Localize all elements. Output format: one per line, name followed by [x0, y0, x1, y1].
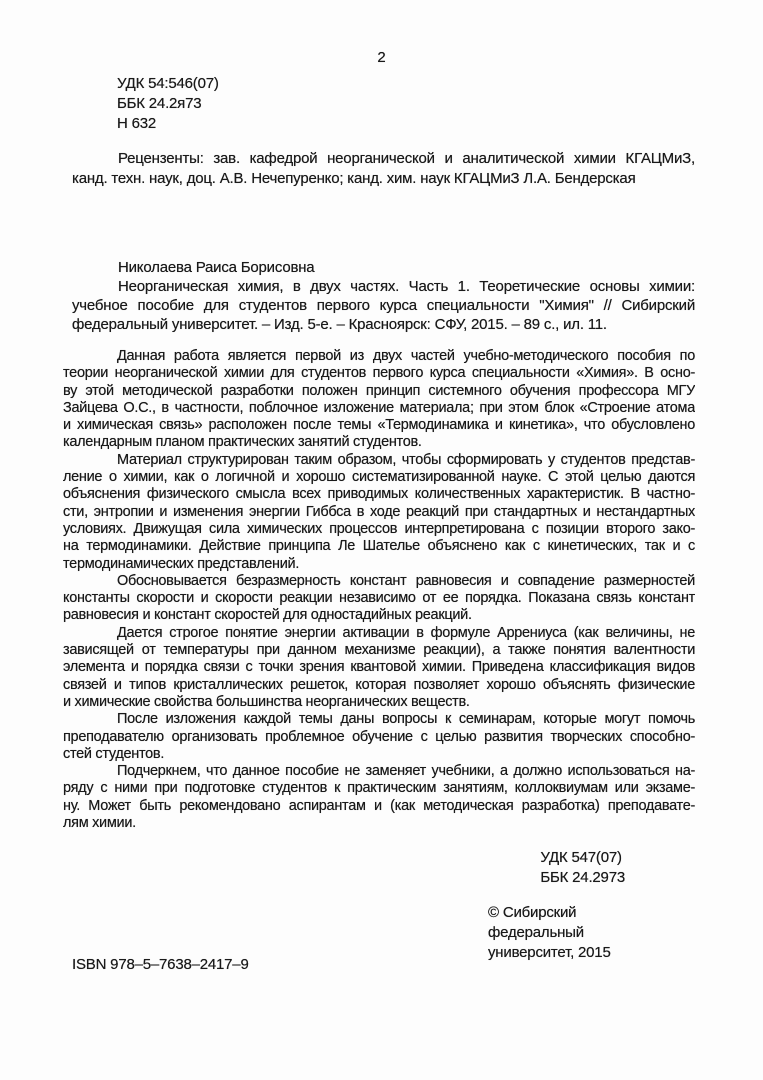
text-line: Обосновывается безразмерность констант равновесия и совпадение размерностей	[117, 572, 695, 589]
text-line: Зайцева О.С., в частности, поблочное изложение материала; при этом блок «Строение атома	[63, 399, 695, 416]
text-line: объяснения физического смысла всех приводимых количественных характеристик. В частно-	[63, 486, 695, 503]
text-line: связей и типов кристаллических решеток, которая позволяет хорошо объяснять физические	[63, 676, 695, 693]
text-line: и химическая связь» расположен после темы «Термодинамика и кинетика», что обусловлено	[63, 417, 695, 434]
text-line: равновесия и констант скоростей для одностадийных реакций.	[63, 607, 472, 624]
paragraph	[63, 625, 695, 711]
paragraph	[63, 711, 695, 763]
author-name: Николаева Раиса Борисовна	[118, 259, 315, 276]
udc-code: УДК 547(07)	[540, 849, 622, 866]
annotation	[63, 348, 695, 832]
text-line: константы скорости и скорости реакции независимо от ее порядка. Показана связь констант	[63, 590, 695, 607]
text-line: федеральный	[488, 924, 584, 941]
text-line: преподавателю организовать проблемное обучение с целью развития творческих способно-	[63, 728, 695, 745]
paragraph	[63, 573, 695, 625]
text-line: и химические свойства большинства неорганических веществ.	[63, 693, 470, 710]
text-line: ряду с ними при подготовке студентов к практическим занятиям, коллоквиумам или экзаме-	[63, 780, 695, 797]
text-line: термодинамических представлений.	[63, 555, 300, 572]
text-line: федеральный университет. – Изд. 5-е. – Красноярск: СФУ, 2015. – 89 с., ил. 11.	[72, 316, 607, 333]
text-line: Подчеркнем, что данное пособие не заменяет учебники, а должно использоваться на-	[117, 763, 695, 780]
text-line: условиях. Движущая сила химических процессов интерпретирована с позиции второго зако-	[63, 520, 695, 537]
udc-code: УДК 54:546(07)	[117, 75, 219, 92]
text-line: Неорганическая химия, в двух частях. Часть 1. Теоретические основы химии:	[118, 278, 695, 295]
text-line: ление о химии, как о логичной и хорошо систематизированной науке. С этой целью даются	[63, 469, 695, 486]
text-line: теории неорганической химии для студентов первого курса специальности «Химия». В осно-	[63, 365, 695, 382]
bbc-code: ББК 24.2я73	[117, 95, 202, 112]
classification-bottom	[540, 848, 625, 887]
paragraph	[63, 348, 695, 452]
text-line: лям химии.	[63, 815, 136, 832]
text-line: После изложения каждой темы даны вопросы к семинарам, которые могут помочь	[117, 711, 695, 728]
paragraph	[63, 452, 695, 573]
text-line: канд. техн. наук, доц. А.В. Нечепуренко; канд. хим. наук КГАЦМиЗ Л.А. Бендерская	[72, 170, 636, 187]
paragraph	[63, 763, 695, 832]
text-line: ву этой методической разработки положен принцип системного обучения профессора МГУ	[63, 382, 695, 399]
author-sign: Н 632	[117, 115, 157, 132]
isbn: ISBN 978–5–7638–2417–9	[72, 956, 249, 973]
text-line: Дается строгое понятие энергии активации в формуле Аррениуса (как величины, не	[117, 624, 695, 641]
text-line: стей студентов.	[63, 745, 165, 762]
text-line: Рецензенты: зав. кафедрой неорганической и аналитической химии КГАЦМиЗ,	[118, 150, 695, 167]
text-line: ну. Может быть рекомендовано аспирантам и (как методическая разработка) преподавате-	[63, 797, 695, 814]
page-number: 2	[377, 49, 386, 66]
reviewers-paragraph	[72, 149, 695, 189]
text-line: © Сибирский	[488, 904, 577, 921]
text-line: элемента и порядка связи с точки зрения квантовой химии. Приведена классификация видов	[63, 659, 695, 676]
text-line: Материал структурирован таким образом, чтобы сформировать у студентов представ-	[117, 451, 695, 468]
text-line: календарным планом практических занятий студентов.	[63, 434, 422, 451]
text-line: учебное пособие для студентов первого курса специальности "Химия" // Сибирский	[72, 297, 695, 314]
text-line: зависящей от температуры при данном механизме реакции), а также понятия валентности	[63, 642, 695, 659]
copyright-notice	[488, 903, 611, 963]
text-line: Данная работа является первой из двух частей учебно-методического пособия по	[117, 348, 695, 364]
bbc-code: ББК 24.2973	[540, 868, 625, 886]
text-line: университет, 2015	[488, 944, 611, 961]
bibliographic-record	[72, 258, 695, 334]
text-line: на термодинамики. Действие принципа Ле Шателье объяснено как с кинетических, так и с	[63, 538, 695, 555]
text-line: сти, энтропии и изменения энергии Гиббса в ходе реакций при стандартных и нестандартных	[63, 503, 695, 520]
classification-top	[117, 74, 219, 134]
